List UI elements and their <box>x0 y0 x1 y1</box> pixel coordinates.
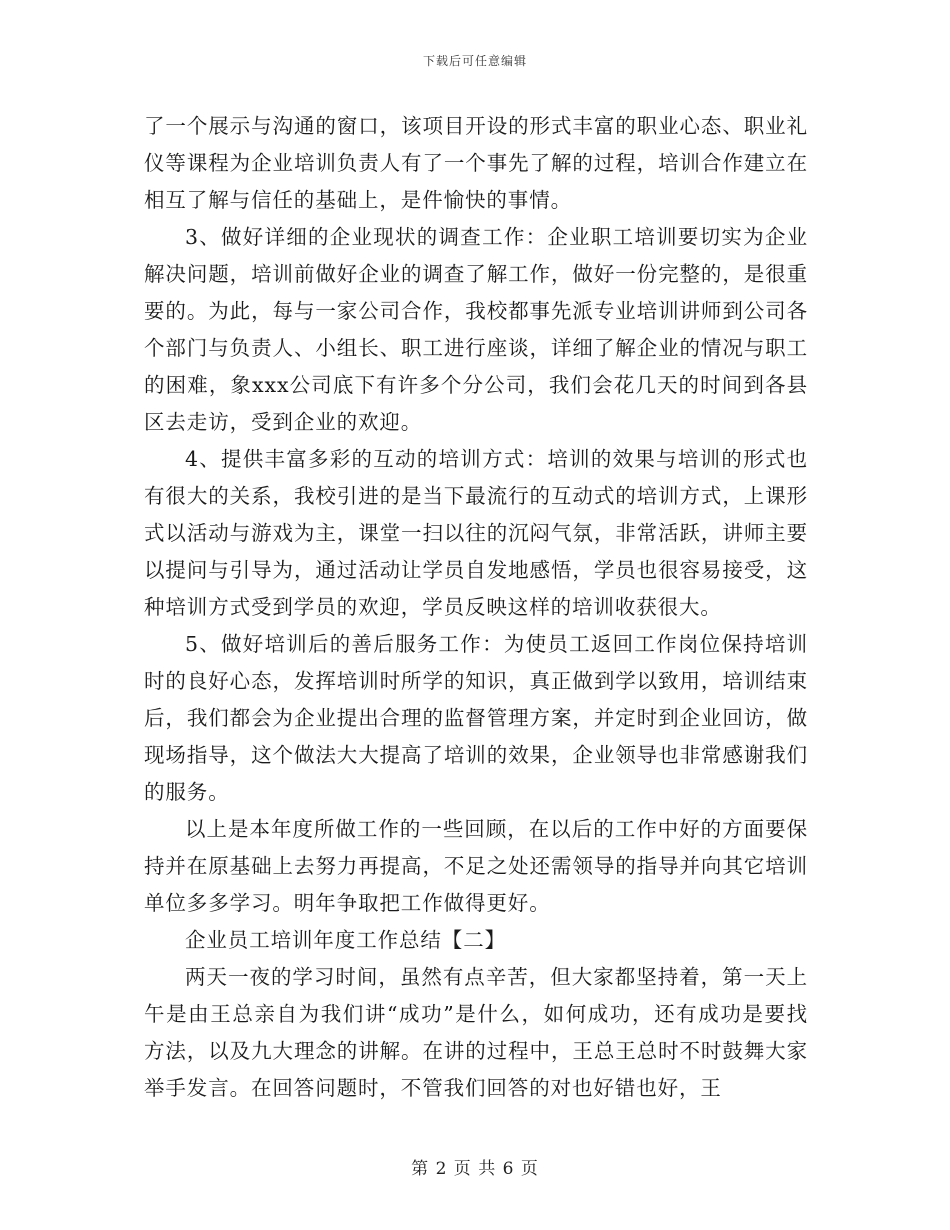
paragraph-2: 3、做好详细的企业现状的调查工作：企业职工培训要切实为企业解决问题，培训前做好企业的调查了解工作，做好一份完整的，是很重要的。为此，每与一家公司合作，我校都事先派专业培训讲师到公司各个部门与负责人、小组长、职工进行座谈，详细了解企业的情况与职工的困难，象xxx公司底下有许多个分公司，我们会花几天的时间到各县区去走访，受到企业的欢迎。 <box>144 225 808 434</box>
document-body <box>144 108 808 1107</box>
page-header: 下载后可任意编辑 <box>422 54 527 68</box>
paragraph-1: 了一个展示与沟通的窗口，该项目开设的形式丰富的职业心态、职业礼仪等课程为企业培训负责人有了一个事先了解的过程，培训合作建立在相互了解与信任的基础上，是件愉快的事情。 <box>144 114 808 212</box>
paragraph-5: 以上是本年度所做工作的一些回顾，在以后的工作中好的方面要保持并在原基础上去努力再提高，不足之处还需领导的指导并向其它培训单位多多学习。明年争取把工作做得更好。 <box>144 817 808 915</box>
section-heading: 企业员工培训年度工作总结【二】 <box>185 928 506 952</box>
paragraph-3: 4、提供丰富多彩的互动的培训方式：培训的效果与培训的形式也有很大的关系，我校引进的是当下最流行的互动式的培训方式，上课形式以活动与游戏为主，课堂一扫以往的沉闷气氛，非常活跃，讲师主要以提问与引导为，通过活动让学员自发地感悟，学员也很容易接受，这种培训方式受到学员的欢迎，学员反映这样的培训收获很大。 <box>144 447 808 619</box>
paragraph-4: 5、做好培训后的善后服务工作：为使员工返回工作岗位保持培训时的良好心态，发挥培训时所学的知识，真正做到学以致用，培训结束后，我们都会为企业提出合理的监督管理方案，并定时到企业回访，做现场指导，这个做法大大提高了培训的效果，企业领导也非常感谢我们的服务。 <box>144 632 808 804</box>
paragraph-6: 两天一夜的学习时间，虽然有点辛苦，但大家都坚持着，第一天上午是由王总亲自为我们讲“成功”是什么，如何成功，还有成功是要找方法，以及九大理念的讲解。在讲的过程中，王总王总时不时鼓舞大家举手发言。在回答问题时，不管我们回答的对也好错也好，王 <box>144 965 808 1100</box>
page-footer: 第 2 页 共 6 页 <box>411 1159 539 1179</box>
